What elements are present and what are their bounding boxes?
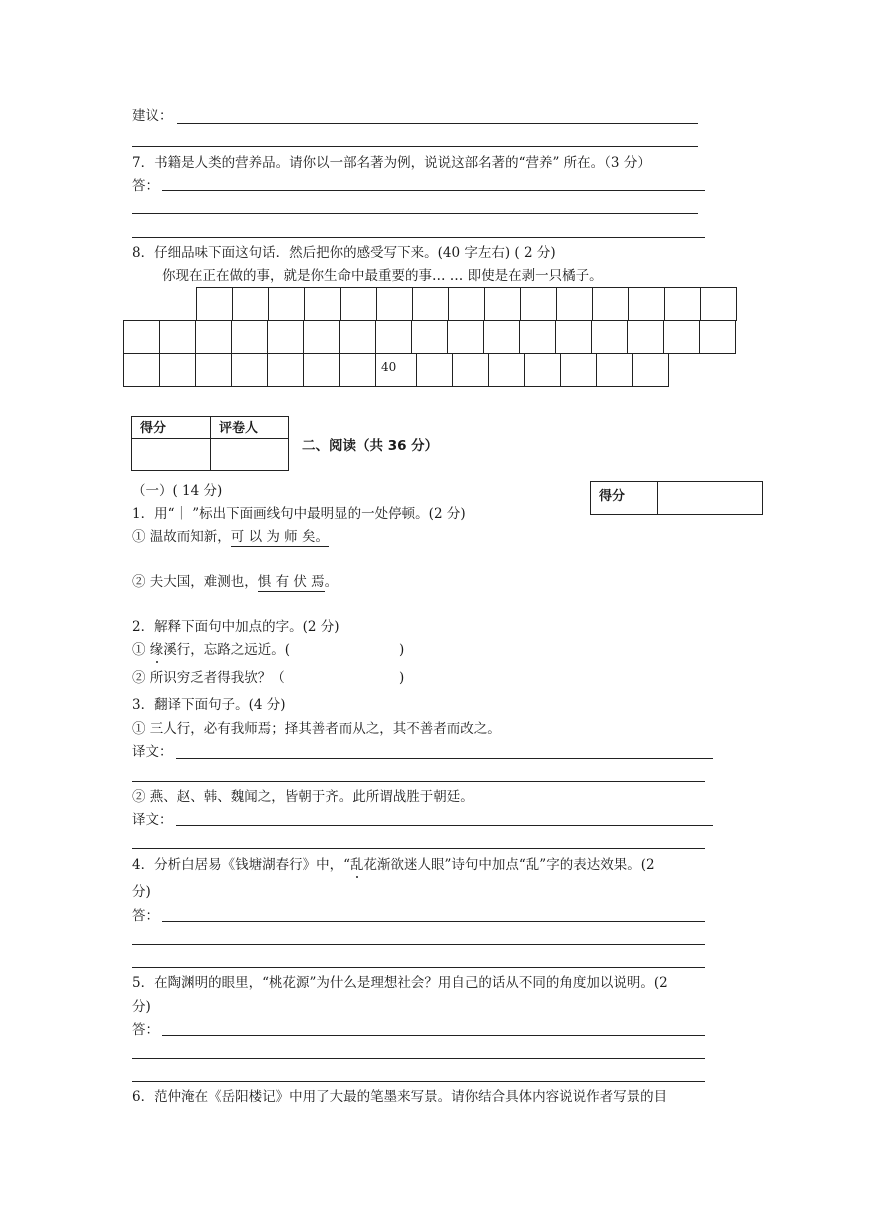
suggestion-answer-line[interactable] <box>132 146 698 147</box>
reading-q6-text: 6．范仲淹在《岳阳楼记》中用了大最的笔墨来写景。请你结合具体内容说说作者写景的目 <box>132 1089 668 1105</box>
reading-q1-item-1 <box>132 529 329 545</box>
reading-q4-answer-label: 答： <box>132 908 159 924</box>
reading-q3-text: 3．翻译下面句子。(4 分) <box>132 697 286 713</box>
reading-q3-answer-line[interactable] <box>132 781 705 782</box>
question-7-text: 7．书籍是人类的营养品。请你以一部名著为例，说说这部名著的“营养” 所在。（3 分） <box>132 155 651 171</box>
part-score-box <box>590 481 763 515</box>
reading-q3-translation-label-1: 译文： <box>132 744 173 760</box>
reading-q1-item-2 <box>132 574 338 590</box>
reading-q3-answer-line[interactable] <box>176 758 713 759</box>
reading-q4-answer-line[interactable] <box>132 967 705 968</box>
reading-q2-text: 2．解释下面句中加点的字。(2 分) <box>132 619 340 635</box>
question-7-answer-line[interactable] <box>162 190 705 191</box>
suggestion-label: 建议： <box>132 108 173 124</box>
score-cell[interactable] <box>132 439 211 471</box>
writing-grid-row-2[interactable] <box>123 320 736 354</box>
reading-q4-text-b: 花渐欲迷人眼”诗句中加点“乱”字的表达效果。(2 <box>363 857 655 873</box>
reading-q5-answer-label: 答： <box>132 1022 159 1038</box>
score-label: 得分 <box>132 417 211 439</box>
reading-q4-answer-line[interactable] <box>162 921 705 922</box>
reading-q2-item-2: ② 所识穷乏者得我欤？（ <box>132 670 285 686</box>
reading-q5-answer-line[interactable] <box>132 1058 705 1059</box>
section-2-title: 二、阅读（共 36 分） <box>302 438 439 454</box>
part-1-title: （一）( 14 分) <box>132 483 223 499</box>
reading-q4-text-line-2: 分) <box>132 884 151 900</box>
writing-grid-row-1[interactable] <box>196 287 737 321</box>
grader-label: 评卷人 <box>211 417 289 439</box>
reading-q3-item-2: ② 燕、赵、韩、魏闻之，皆朝于齐。此所谓战胜于朝廷。 <box>132 789 474 805</box>
writing-grid-row-3[interactable] <box>123 353 669 387</box>
reading-q5-text: 5．在陶渊明的眼里，“桃花源”为什么是理想社会？用自己的话从不同的角度加以说明。(2 <box>132 975 668 991</box>
question-8-text: 8．仔细品味下面这句话．然后把你的感受写下来。(40 字左右) ( 2 分) <box>132 245 556 261</box>
reading-q4-text-a: 4．分析白居易《钱塘湖春行》中，“ <box>132 857 350 873</box>
score-grader-box <box>131 416 289 471</box>
reading-q1-item-2-suffix: 。 <box>324 574 339 590</box>
reading-q1-item-2-prefix: ② 夫大国，难测也， <box>132 574 258 590</box>
grader-cell[interactable] <box>211 439 289 471</box>
question-7-answer-label: 答： <box>132 178 159 194</box>
reading-q5-text-line-2: 分) <box>132 999 151 1015</box>
reading-q4-text <box>132 857 655 873</box>
reading-q2-item-1-close: ) <box>399 642 405 658</box>
reading-q2-item-1 <box>132 642 290 658</box>
reading-q1-text: 1．用“｜ ”标出下面画线句中最明显的一处停顿。(2 分) <box>132 506 466 522</box>
question-7-answer-line[interactable] <box>132 237 705 238</box>
reading-q4-dotted-char: 乱 <box>350 857 364 873</box>
grid-marker-40: 40 <box>376 354 417 387</box>
reading-q5-answer-line[interactable] <box>132 1081 705 1082</box>
reading-q4-answer-line[interactable] <box>132 944 705 945</box>
reading-q1-item-1-prefix: ① 温故而知新， <box>132 529 231 545</box>
question-8-quote: 你现在正在做的事，就是你生命中最重要的事… … 即使是在剥一只橘子。 <box>162 268 603 284</box>
part-score-label: 得分 <box>591 482 658 515</box>
reading-q1-item-1-underlined: 可 以 为 师 矣。 <box>230 529 329 545</box>
reading-q2-item-2-close: ) <box>399 670 405 686</box>
reading-q2-dotted-char: 缘 <box>149 642 164 658</box>
reading-q1-item-2-underlined: 惧 有 伏 焉 <box>257 574 325 590</box>
reading-q3-answer-line[interactable] <box>176 825 713 826</box>
part-score-cell[interactable] <box>658 482 763 515</box>
reading-q3-translation-label-2: 译文： <box>132 812 173 828</box>
reading-q3-answer-line[interactable] <box>132 848 705 849</box>
question-7-answer-line[interactable] <box>132 213 698 214</box>
suggestion-answer-line[interactable] <box>177 123 698 124</box>
reading-q3-item-1: ① 三人行，必有我师焉；择其善者而从之，其不善者而改之。 <box>132 721 501 737</box>
reading-q2-item-1-mark: ① <box>132 642 146 658</box>
reading-q2-item-1-rest: 溪行，忘路之远近。( <box>163 642 291 658</box>
reading-q5-answer-line[interactable] <box>162 1035 705 1036</box>
